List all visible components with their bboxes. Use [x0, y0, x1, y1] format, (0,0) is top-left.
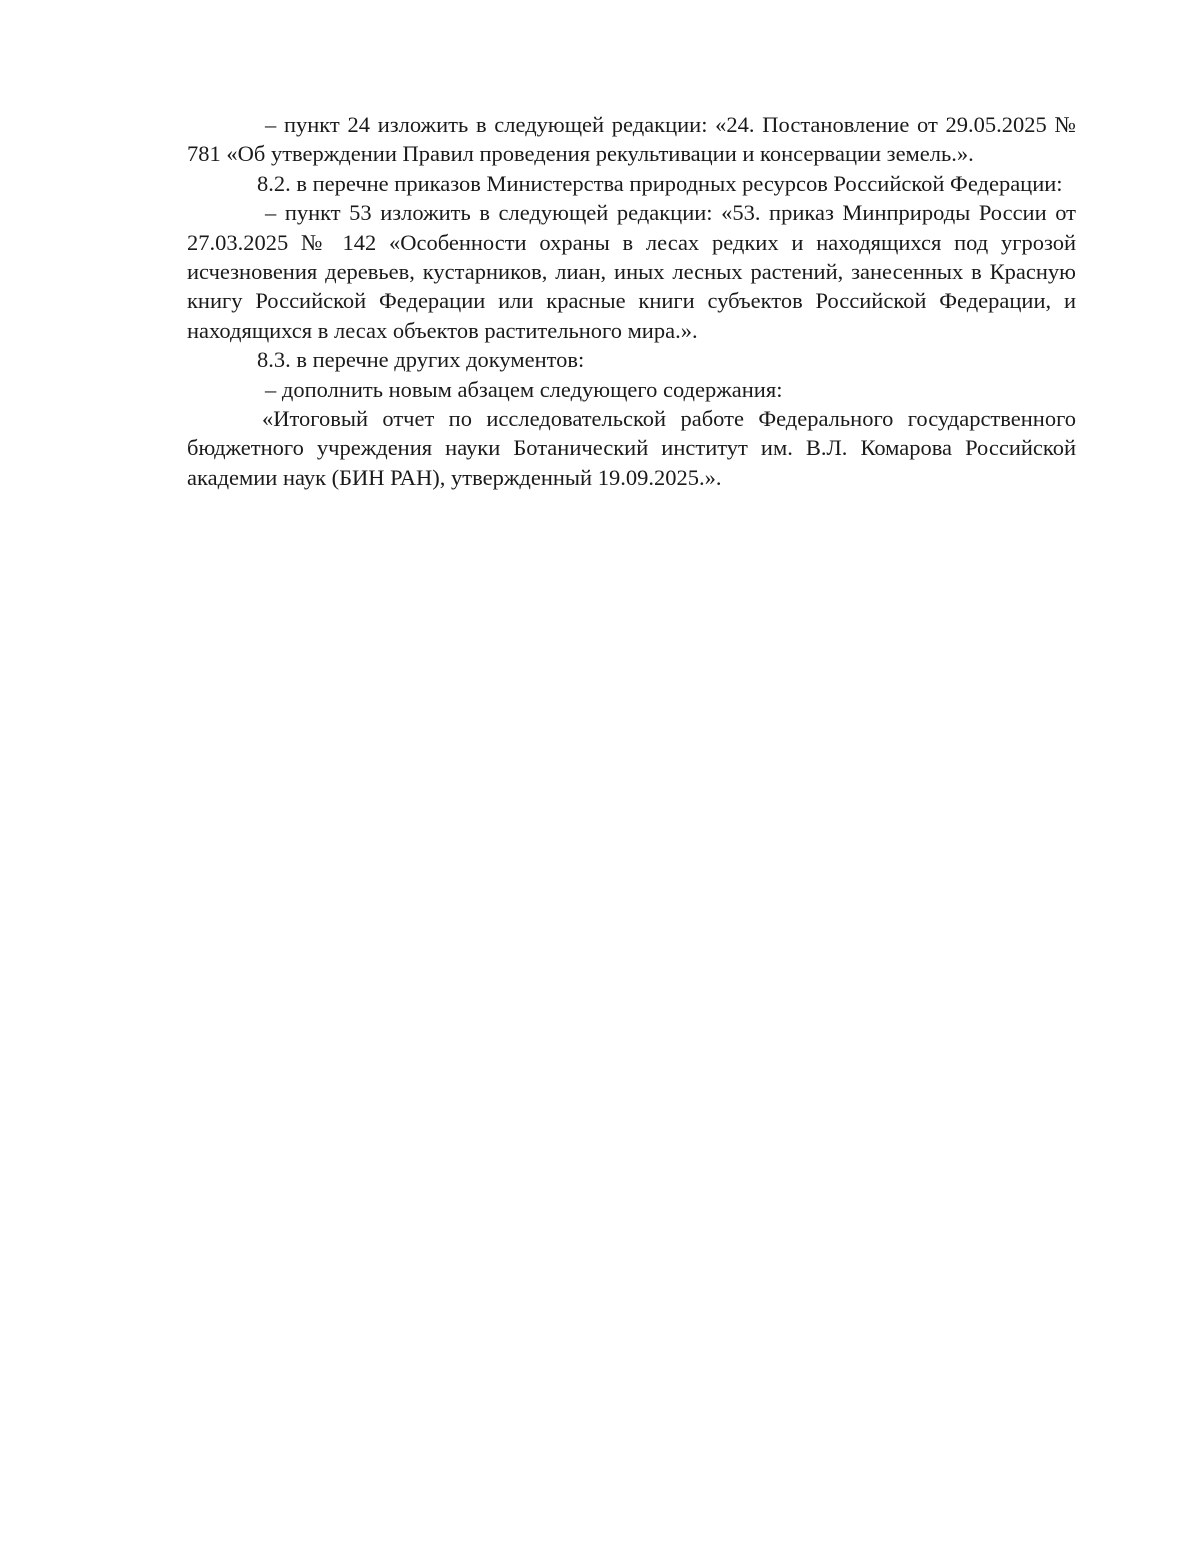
paragraph-final-report: «Итоговый отчет по исследовательской работе Федерального государственного бюджетного учреждения науки Ботанический институт им. В.Л. Комарова Российской академии наук (БИН РАН), утвержденный 19.09.2025.».: [187, 406, 1076, 490]
paragraph-add-new: – дополнить новым абзацем следующего содержания:: [265, 376, 783, 402]
paragraph-item-24: – пункт 24 изложить в следующей редакции: «24. Постановление от 29.05.2025 № 781 «Об утверждении Правил проведения рекультивации и консервации земель.».: [187, 112, 1076, 167]
paragraph-8-2: 8.2. в перечне приказов Министерства природных ресурсов Российской Федерации:: [257, 170, 1063, 196]
paragraph-8-3: 8.3. в перечне других документов:: [257, 347, 585, 373]
paragraph-item-53: – пункт 53 изложить в следующей редакции: «53. приказ Минприроды России от 27.03.2025 № 142 «Особенности охраны в лесах редких и находящихся под угрозой исчезновения деревьев, кустарников, лиан, иных лесных растений, занесенных в Красную книгу Российской Федерации или красные книги субъектов Российской Федерации, и находящихся в лесах объектов растительного мира.».: [187, 200, 1076, 343]
document-body: [187, 110, 1076, 492]
